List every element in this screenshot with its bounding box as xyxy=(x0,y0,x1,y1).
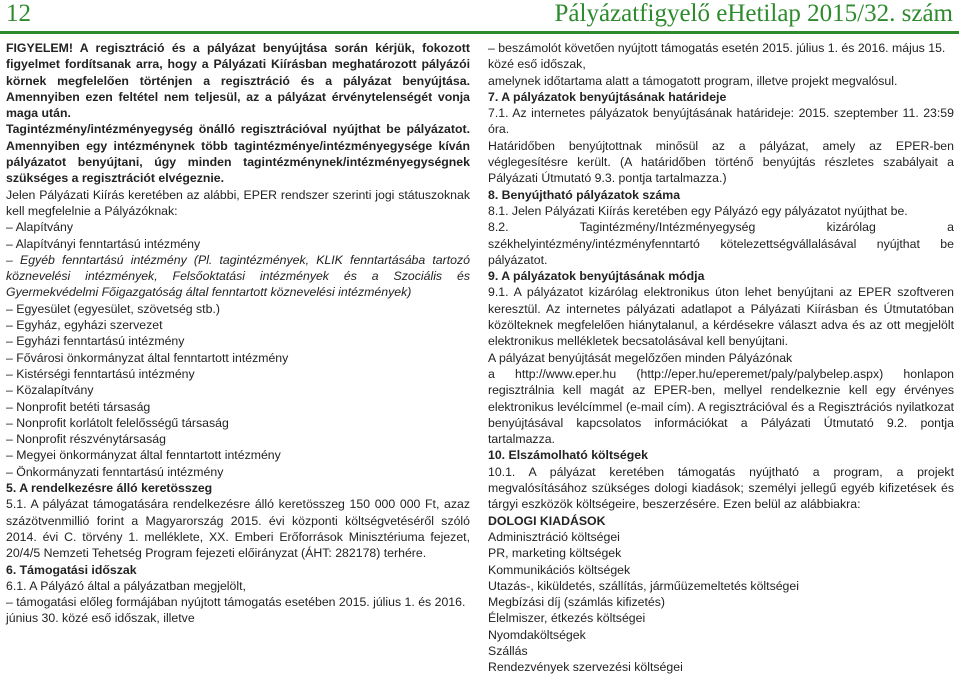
left-paragraph: – Nonprofit korlátolt felelősségű társaság xyxy=(6,415,470,431)
right-paragraph: Nyomdaköltségek xyxy=(488,627,586,642)
right-paragraph: – beszámolót követően nyújtott támogatás esetén 2015. július 1. és 2016. május 15. közé eső időszak, xyxy=(488,40,954,73)
left-paragraph: – Önkormányzati fenntartású intézmény xyxy=(6,464,470,480)
left-paragraph: – Egyéb fenntartású intézmény (Pl. tagintézmények, KLIK fenntartásába tartozó köznevelési intézmények, Felsőoktatási intézmények és a Szociális és Gyermekvédelmi Főigazgatóság által fenntartott köznevelési intézmények) xyxy=(6,252,470,301)
page-header xyxy=(0,0,959,30)
right-paragraph: 9.1. A pályázatot kizárólag elektronikus úton lehet benyújtani az EPER szoftveren keresztül. Az internetes pályázati adatlapot a Pályázati Kiírásban és Útmutatóban közölteknek megfelelően hiánytalanul, a kérdésekre választ adva és az ott megjelölt elektronikus mellékletek becsatolásával kell benyújtani. xyxy=(488,285,954,349)
right-paragraph: 9. A pályázatok benyújtásának módja xyxy=(488,269,705,284)
right-paragraph: Határidőben benyújtottnak minősül az a pályázat, amely az EPER-ben véglegesítésre került. (A határidőben történő benyújtás részletes szabályait a Pályázati Útmutató 9.3. pontja tartalmazza.) xyxy=(488,138,954,186)
left-paragraph: – Közalapítvány xyxy=(6,382,470,398)
right-paragraph: A pályázat benyújtását megelőzően minden Pályázónak xyxy=(488,350,793,365)
right-paragraph: 10.1. A pályázat keretében támogatás nyújtható a program, a projekt megvalósításához szükséges dologi kiadások; személyi jellegű egyéb kifizetések és tárgyi eszközök költségeire, beszerzésére. Ezen belül az alábbiakra: xyxy=(488,464,954,512)
header-rule xyxy=(0,31,959,34)
right-paragraph: Kommunikációs költségek xyxy=(488,562,631,577)
page-number: 12 xyxy=(6,0,31,27)
right-paragraph: Rendezvények szervezési költségei xyxy=(488,660,683,675)
right-paragraph: Élelmiszer, étkezés költségei xyxy=(488,611,646,626)
left-paragraph: – Egyházi fenntartású intézmény xyxy=(6,333,470,349)
right-paragraph: 8.1. Jelen Pályázati Kiírás keretében egy Pályázó egy pályázatot nyújthat be. xyxy=(488,203,908,218)
left-paragraph: FIGYELEM! A regisztráció és a pályázat benyújtása során kérjük, fokozott figyelmet fordítsanak arra, hogy a Pályázati Kiírásban meghatározott pályázói körnek megfelelően történjen a regisztráció és a pályázat benyújtása. Amennyiben ezen feltétel nem teljesül, az a pályázat érvénytelenségét vonja maga után. xyxy=(6,41,470,121)
right-column xyxy=(488,40,954,676)
left-paragraph: 6. Támogatási időszak xyxy=(6,562,137,577)
left-paragraph: – Egyesület (egyesület, szövetség stb.) xyxy=(6,301,470,317)
right-paragraph: 7. A pályázatok benyújtásának határideje xyxy=(488,89,727,104)
right-paragraph: Megbízási díj (számlás kifizetés) xyxy=(488,595,665,610)
publication-title: Pályázatfigyelő eHetilap 2015/32. szám xyxy=(554,0,953,27)
left-paragraph: – támogatási előleg formájában nyújtott támogatás esetében 2015. július 1. és 2016. június 30. közé eső időszak, illetve xyxy=(6,594,470,627)
left-paragraph: 6.1. A Pályázó által a pályázatban megjelölt, xyxy=(6,578,246,593)
right-paragraph: Adminisztráció költségei xyxy=(488,529,620,544)
left-paragraph: – Megyei önkormányzat által fenntartott intézmény xyxy=(6,447,470,463)
left-paragraph: Tagintézmény/intézményegység önálló regisztrációval nyújthat be pályázatot. Amennyiben egy intézménynek több tagintézménye/intézményegysége kíván pályázatot benyújtani, úgy minden tagintézménynek/intézményegységnek szükséges a regisztrációt elvégeznie. xyxy=(6,122,470,186)
left-column xyxy=(6,40,470,627)
left-paragraph: – Kistérségi fenntartású intézmény xyxy=(6,366,470,382)
left-paragraph: – Nonprofit részvénytársaság xyxy=(6,431,470,447)
left-paragraph: – Egyház, egyházi szervezet xyxy=(6,317,470,333)
left-paragraph: 5.1. A pályázat támogatására rendelkezésre álló keretösszeg 150 000 000 Ft, azaz százötvenmillió forint a Magyarország 2015. évi központi költségvetéséről szóló 2014. évi C. törvény 1. melléklete, XX. Emberi Erőforrások Minisztériuma fejezet, 20/4/5 Nemzeti Tehetség Program fejezeti előirányzat (ÁHT: 282178) terhére. xyxy=(6,497,470,561)
right-paragraph: Utazás-, kiküldetés, szállítás, járműüzemeltetés költségei xyxy=(488,578,799,593)
right-paragraph: Szállás xyxy=(488,643,528,658)
right-paragraph: 10. Elszámolható költségek xyxy=(488,448,648,463)
left-paragraph: – Fővárosi önkormányzat által fenntartott intézmény xyxy=(6,350,470,366)
right-paragraph: amelynek időtartama alatt a támogatott program, illetve projekt megvalósul. xyxy=(488,73,898,88)
right-paragraph: a http://www.eper.hu (http://eper.hu/eperemet/paly/palybelep.aspx) honlapon regisztrálnia kell magát az EPER-ben, mellyel rendelkeznie kell egy érvényes elektronikus levélcímmel (e-mail cím). A regisztrációval és a Regisztrációs nyilatkozat benyújtásával kapcsolatos információkat a Pályázati Útmutató 9.2. pontja tartalmazza. xyxy=(488,366,954,447)
left-paragraph: 5. A rendelkezésre álló keretösszeg xyxy=(6,481,213,496)
left-paragraph: – Nonprofit betéti társaság xyxy=(6,399,470,415)
right-paragraph: DOLOGI KIADÁSOK xyxy=(488,513,606,528)
left-paragraph: – Alapítvány xyxy=(6,219,470,235)
left-paragraph: Jelen Pályázati Kiírás keretében az alábbi, EPER rendszer szerinti jogi státuszoknak kell megfelelnie a Pályázóknak: xyxy=(6,187,470,218)
right-paragraph: 8.2. Tagintézmény/Intézményegység kizárólag a székhelyintézmény/intézményfenntartó kötelezettségvállalásával nyújthat be pályázatot. xyxy=(488,220,954,267)
right-paragraph: 8. Benyújtható pályázatok száma xyxy=(488,187,681,202)
right-paragraph: 7.1. Az internetes pályázatok benyújtásának határideje: 2015. szeptember 11. 23:59 óra. xyxy=(488,106,954,137)
left-paragraph: – Alapítványi fenntartású intézmény xyxy=(6,236,470,252)
right-paragraph: PR, marketing költségek xyxy=(488,546,622,561)
